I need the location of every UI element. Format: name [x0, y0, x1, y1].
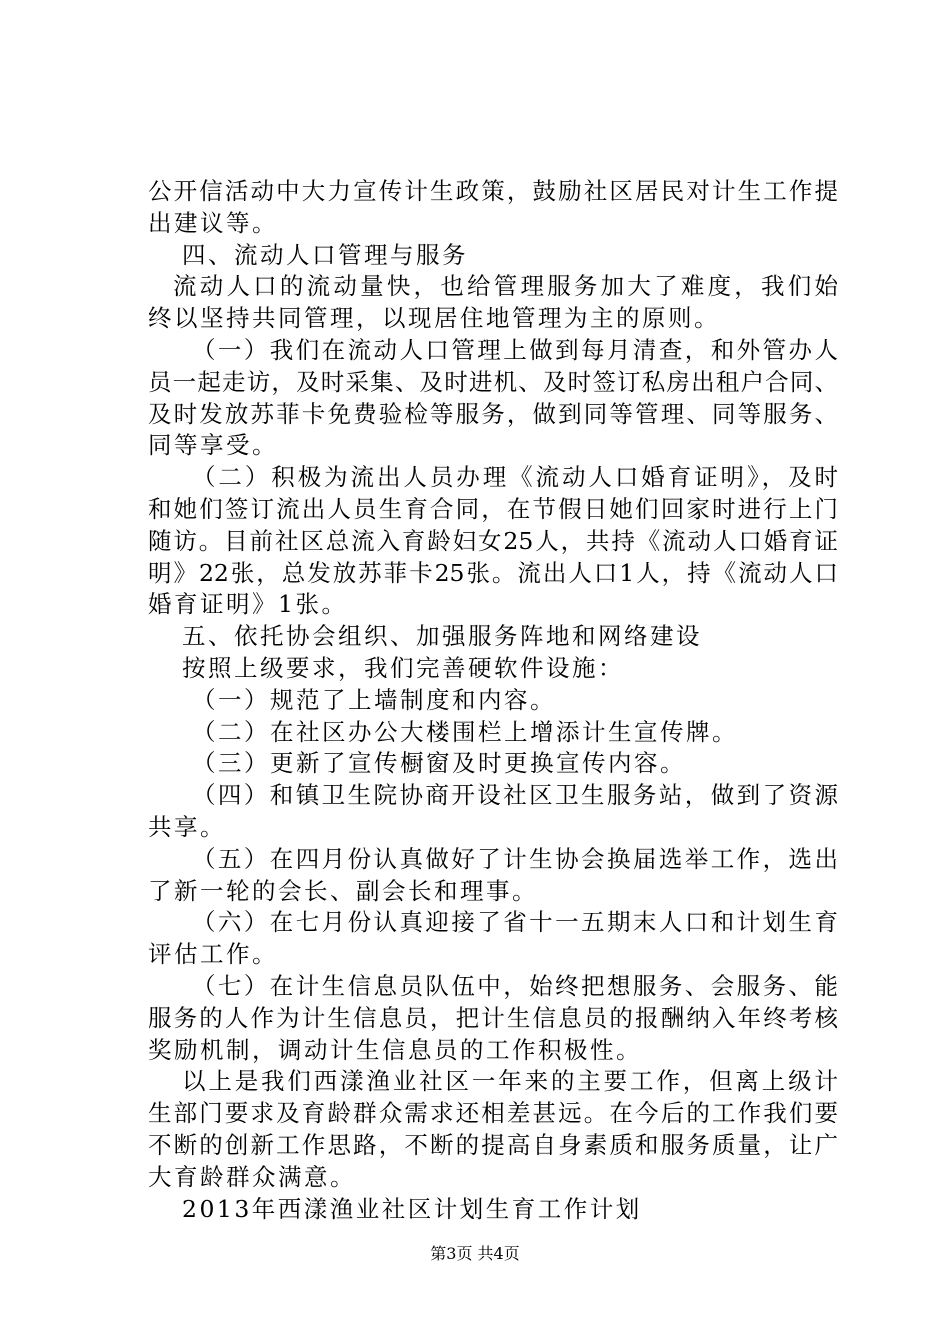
text-line: （七）在计生信息员队伍中，始终把想服务、会服务、能: [192, 971, 838, 1000]
text-line: 公开信活动中大力宣传计生政策，鼓励社区居民对计生工作提: [148, 177, 838, 205]
text-line: 了新一轮的会长、副会长和理事。: [148, 876, 538, 905]
text-line: 终以坚持共同管理，以现居住地管理为主的原则。: [148, 304, 720, 333]
text-line: 生部门要求及育龄群众需求还相差甚远。在今后的工作我们要: [148, 1099, 838, 1128]
text-line: 按照上级要求，我们完善硬软件设施：: [182, 653, 624, 682]
text-line: 不断的创新工作思路，不断的提高自身素质和服务质量，让广: [148, 1130, 838, 1159]
text-line: 以上是我们西漾渔业社区一年来的主要工作，但离上级计: [182, 1067, 838, 1096]
text-line: 员一起走访，及时采集、及时进机、及时签订私房出租户合同、: [148, 367, 838, 396]
text-line: 和她们签订流出人员生育合同，在节假日她们回家时进行上门: [148, 494, 838, 523]
text-line: （二）在社区办公大楼围栏上增添计生宣传牌。: [192, 717, 738, 746]
text-line: 及时发放苏菲卡免费验检等服务，做到同等管理、同等服务、: [148, 399, 838, 428]
text-line: 服务的人作为计生信息员，把计生信息员的报酬纳入年终考核: [148, 1003, 838, 1032]
text-line: （一）我们在流动人口管理上做到每月清查，和外管办人: [192, 335, 838, 364]
text-line: （一）规范了上墙制度和内容。: [192, 685, 556, 714]
text-line: 奖励机制，调动计生信息员的工作积极性。: [148, 1035, 642, 1064]
text-line: 流动人口的流动量快，也给管理服务加大了难度，我们始: [173, 272, 838, 301]
text-line: （三）更新了宣传橱窗及时更换宣传内容。: [192, 749, 686, 778]
text-line: 同等享受。: [148, 431, 278, 460]
text-line: （五）在四月份认真做好了计生协会换届选举工作，选出: [192, 844, 838, 873]
document-body: [148, 176, 838, 1225]
text-line: （六）在七月份认真迎接了省十一五期末人口和计划生育: [192, 908, 838, 937]
text-line: （四）和镇卫生院协商开设社区卫生服务站，做到了资源: [192, 781, 838, 810]
text-line: 大育龄群众满意。: [148, 1162, 356, 1191]
text-line: 共享。: [148, 812, 226, 841]
page-footer: 第3页 共4页: [430, 1244, 520, 1263]
text-line: 出建议等。: [148, 208, 278, 237]
text-line: 2013年西漾渔业社区计划生育工作计划: [182, 1194, 642, 1223]
text-line: 评估工作。: [148, 940, 278, 969]
text-line: 五、依托协会组织、加强服务阵地和网络建设: [182, 622, 702, 651]
text-line: 四、流动人口管理与服务: [182, 240, 468, 269]
text-line: 随访。目前社区总流入育龄妇女25人，共持《流动人口婚育证: [148, 526, 838, 555]
text-line: （二）积极为流出人员办理《流动人口婚育证明》，及时: [192, 463, 838, 492]
text-line: 明》22张，总发放苏菲卡25张。流出人口1人，持《流动人口: [148, 558, 838, 587]
text-line: 婚育证明》1张。: [148, 590, 348, 619]
